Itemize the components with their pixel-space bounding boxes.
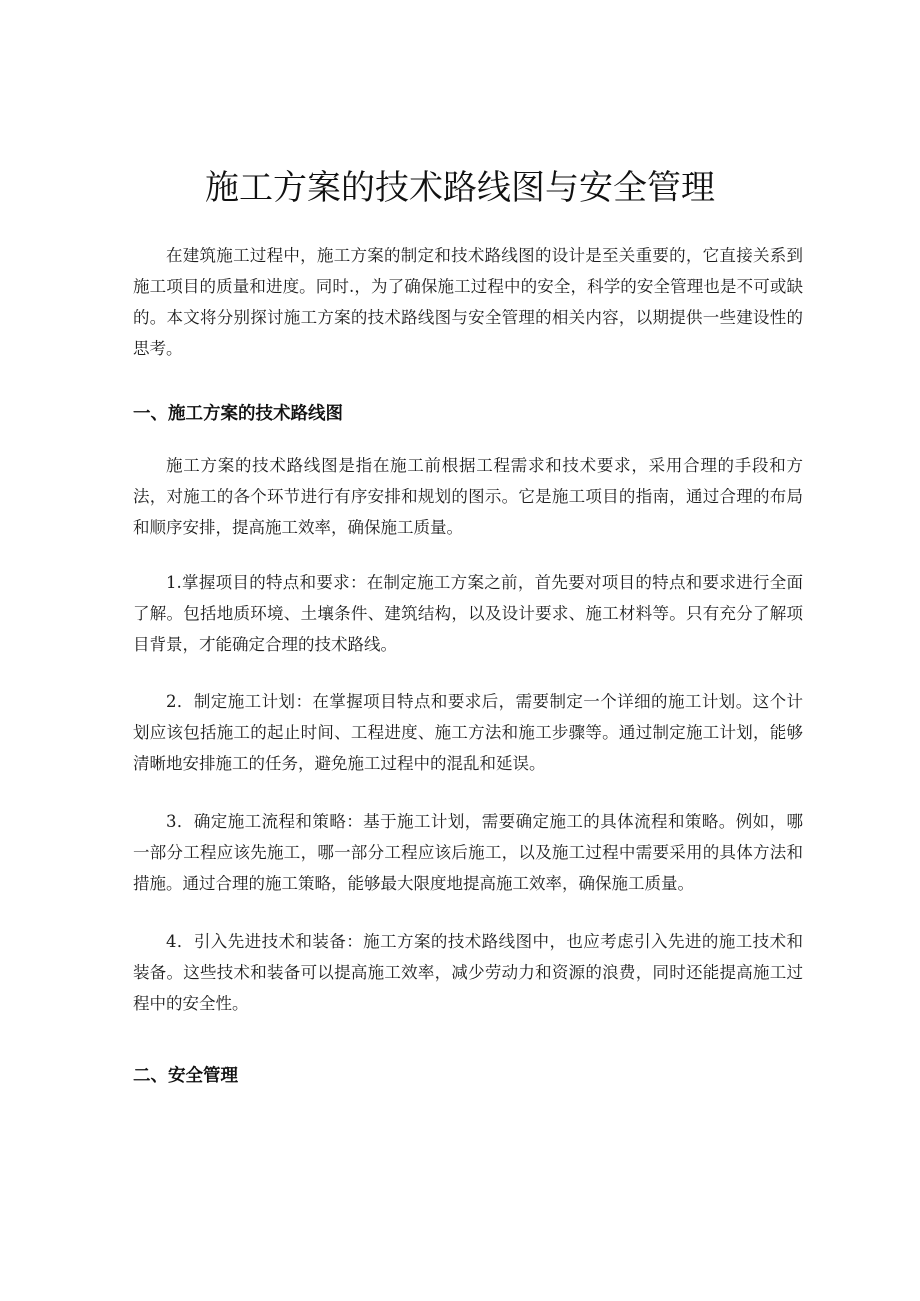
page-title: 施工方案的技术路线图与安全管理	[205, 168, 715, 208]
list-item-2: 2．制定施工计划：在掌握项目特点和要求后，需要制定一个详细的施工计划。这个计划应该包括施工的起止时间、工程进度、施工方法和施工步骤等。通过制定施工计划，能够清晰地安排施工的任务，避免施工过程中的混乱和延误。	[133, 692, 803, 773]
section1-paragraph: 施工方案的技术路线图是指在施工前根据工程需求和技术要求，采用合理的手段和方法，对施工的各个环节进行有序安排和规划的图示。它是施工项目的指南，通过合理的布局和顺序安排，提高施工效率，确保施工质量。	[133, 456, 803, 537]
section-heading-technical-roadmap: 一、施工方案的技术路线图	[133, 404, 343, 424]
intro-paragraph: 在建筑施工过程中，施工方案的制定和技术路线图的设计是至关重要的，它直接关系到施工项目的质量和进度。同时.，为了确保施工过程中的安全，科学的安全管理也是不可或缺的。本文将分别探讨施工方案的技术路线图与安全管理的相关内容，以期提供一些建设性的思考。	[133, 246, 803, 358]
list-item-4: 4．引入先进技术和装备：施工方案的技术路线图中，也应考虑引入先进的施工技术和装备。这些技术和装备可以提高施工效率，减少劳动力和资源的浪费，同时还能提高施工过程中的安全性。	[133, 932, 803, 1013]
section-heading-safety-management: 二、安全管理	[133, 1066, 238, 1086]
list-item-1: 1.掌握项目的特点和要求：在制定施工方案之前，首先要对项目的特点和要求进行全面了解。包括地质环境、土壤条件、建筑结构，以及设计要求、施工材料等。只有充分了解项目背景，才能确定合理的技术路线。	[133, 573, 803, 654]
list-item-3: 3．确定施工流程和策略：基于施工计划，需要确定施工的具体流程和策略。例如，哪一部分工程应该先施工，哪一部分工程应该后施工，以及施工过程中需要采用的具体方法和措施。通过合理的施工策略，能够最大限度地提高施工效率，确保施工质量。	[133, 812, 803, 893]
